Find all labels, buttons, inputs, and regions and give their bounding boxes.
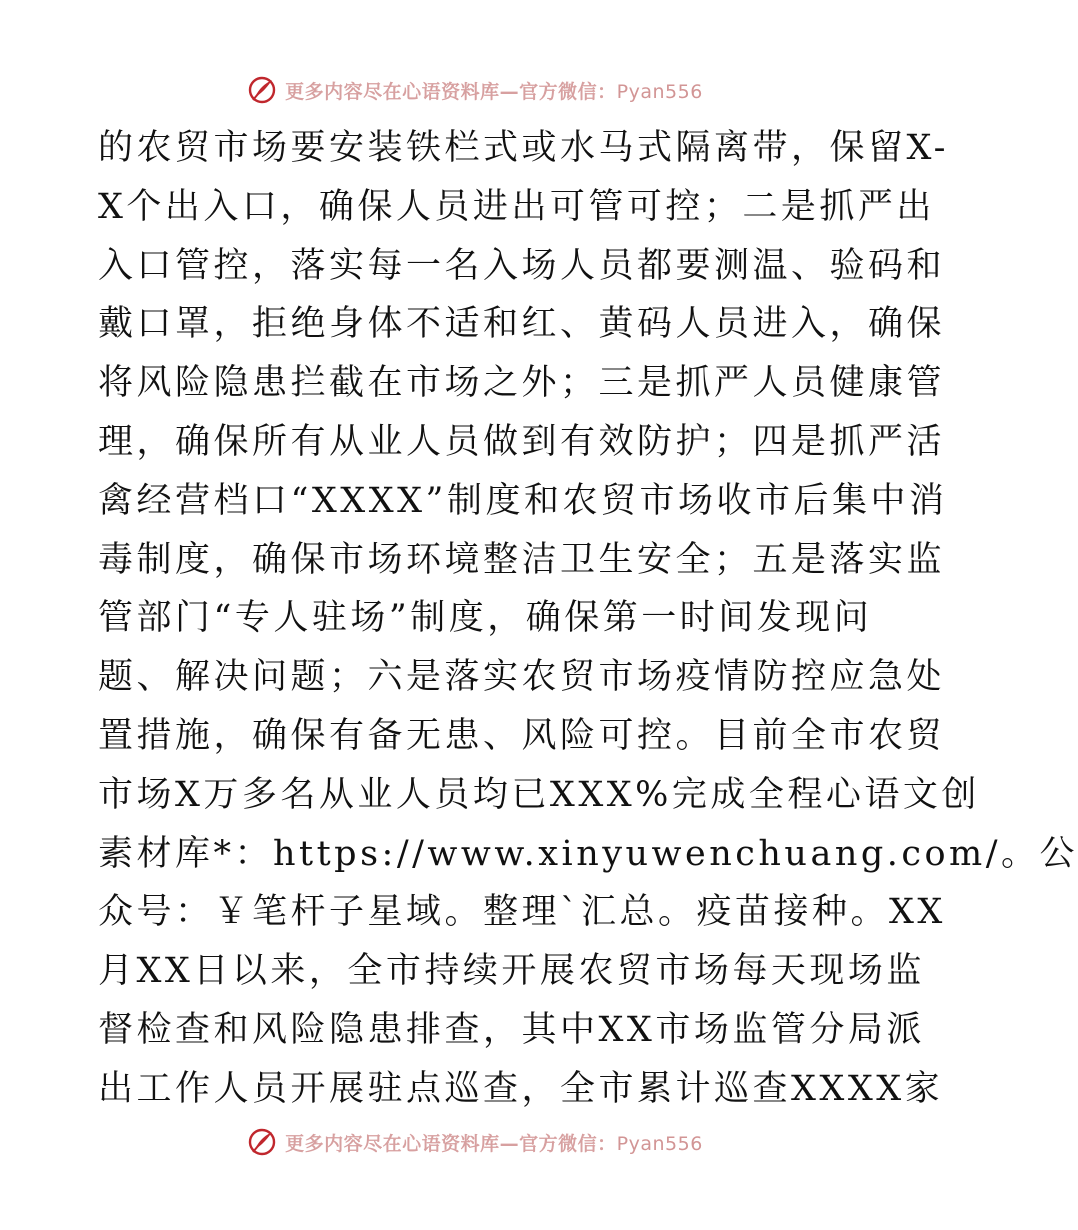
footer-watermark: [0, 1124, 950, 1160]
body-text: [98, 119, 1078, 1119]
text-line: 督检查和风险隐患排查，其中XX市场监管分局派: [98, 1009, 925, 1050]
feather-logo-icon: [247, 75, 277, 105]
watermark-text: 更多内容尽在心语资料库—官方微信：Pyan556: [285, 80, 703, 103]
text-line: 入口管控，落实每一名入场人员都要测温、验码和: [98, 245, 946, 286]
text-line: 禽经营档口“XXXX”制度和农贸市场收市后集中消: [98, 480, 948, 521]
text-line: 毒制度，确保市场环境整洁卫生安全；五是落实监: [98, 539, 946, 580]
text-line: 置措施，确保有备无患、风险可控。目前全市农贸: [98, 715, 946, 756]
text-line: 管部门“专人驻场”制度，确保第一时间发现问: [98, 598, 873, 639]
text-line: 题、解决问题；六是落实农贸市场疫情防控应急处: [98, 657, 946, 698]
header-watermark: [0, 72, 950, 108]
watermark-text: 更多内容尽在心语资料库—官方微信：Pyan556: [285, 1132, 703, 1155]
text-line: 众号：￥笔杆子星域。整理`汇总。疫苗接种。XX: [98, 892, 946, 933]
text-line: 月XX日以来，全市持续开展农贸市场每天现场监: [98, 951, 925, 992]
text-line: 出工作人员开展驻点巡查，全市累计巡查XXXX家: [98, 1068, 944, 1109]
text-line: 将风险隐患拦截在市场之外；三是抓严人员健康管: [98, 363, 946, 404]
text-line: 市场X万多名从业人员均已XXX%完成全程心语文创: [98, 774, 980, 815]
text-line: 素材库*：https://www.xinyuwenchuang.com/。公: [98, 833, 1078, 874]
text-line: 理，确保所有从业人员做到有效防护；四是抓严活: [98, 421, 946, 462]
text-line: X个出入口，确保人员进出可管可控；二是抓严出: [98, 186, 935, 227]
feather-logo-icon: [247, 1127, 277, 1157]
text-line: 戴口罩，拒绝身体不适和红、黄码人员进入，确保: [98, 304, 946, 345]
text-line: 的农贸市场要安装铁栏式或水马式隔离带，保留X-: [98, 128, 949, 168]
